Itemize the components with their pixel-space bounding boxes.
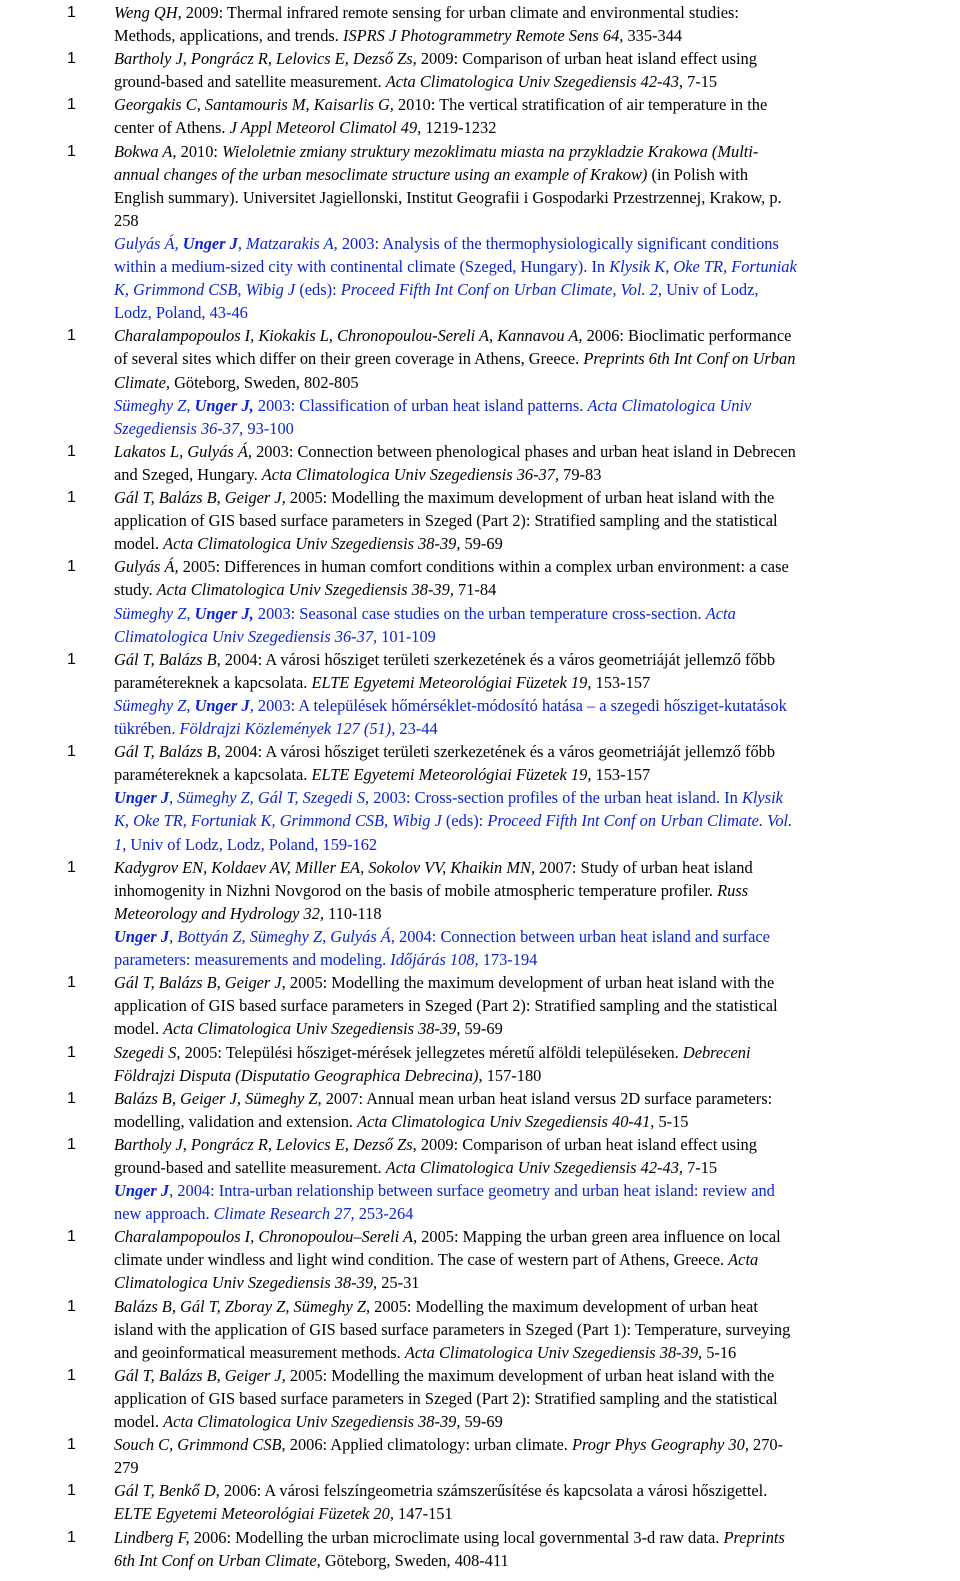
text-segment: Szegediensis 36-37, xyxy=(114,418,244,438)
text-segment: 2003: Connection between phenological phases and urban heat island in Debrecen xyxy=(251,441,796,461)
reference-line xyxy=(114,1271,954,1294)
reference-number: 1 xyxy=(67,1436,76,1454)
reference-line xyxy=(114,1479,954,1502)
reference-line xyxy=(114,209,954,232)
reference-line xyxy=(114,486,954,509)
text-segment: 253-264 xyxy=(354,1204,414,1224)
reference-line xyxy=(114,856,954,879)
text-segment: of several sites which differ on their green coverage in Athens, Greece. xyxy=(114,349,584,369)
reference-line xyxy=(114,648,954,671)
text-segment: Charalampopoulos I, Chronopoulou–Sereli A, xyxy=(114,1227,418,1247)
text-segment: Bokwa A, xyxy=(114,141,177,161)
text-segment: Debreceni xyxy=(682,1042,751,1062)
text-segment: K, Oke TR, Fortuniak K, Grimmond CSB, Wibig J xyxy=(114,811,442,831)
reference-number: 1 xyxy=(67,327,76,345)
text-segment: Gulyás Á, xyxy=(114,557,179,577)
text-segment: Acta Climatologica Univ Szegediensis 38-39, xyxy=(163,1412,461,1432)
reference-line xyxy=(114,833,954,856)
text-segment: 2006: Bioclimatic performance xyxy=(582,326,792,346)
reference-line xyxy=(114,925,954,948)
reference-line xyxy=(114,232,954,255)
text-segment: K, Grimmond CSB, Wibig J xyxy=(114,280,296,300)
reference-line xyxy=(114,1549,954,1572)
text-segment: Acta Climatologica Univ Szegediensis 38-39, xyxy=(156,580,454,600)
reference-line xyxy=(114,763,954,786)
text-segment: 2006: Applied climatology: urban climate. xyxy=(285,1435,572,1455)
text-segment: Wieloletnie zmiany struktury mezoklimatu miasta na przykladzie Krakowa (Multi- xyxy=(222,141,759,161)
text-segment: Gál T, Balázs B, Geiger J, xyxy=(114,973,286,993)
reference-text xyxy=(114,1479,954,1525)
reference-line xyxy=(114,1225,954,1248)
text-segment: Weng QH xyxy=(114,3,178,22)
reference-text xyxy=(114,1295,954,1364)
text-segment: Acta Climatologica Univ Szegediensis 38-39, xyxy=(163,534,461,554)
text-segment: Göteborg, Sweden, 802-805 xyxy=(170,372,359,392)
text-segment: 2003: Seasonal case studies on the urban temperature cross-section. xyxy=(253,603,706,623)
reference-number: 1 xyxy=(67,96,76,114)
text-segment: Preprints xyxy=(723,1527,785,1547)
reference-line xyxy=(114,509,954,532)
text-segment: , 2003: A települések hőmérséklet-módosító hatása – a szegedi hősziget-kutatások xyxy=(249,696,787,715)
text-segment: ELTE Egyetemi Meteorológiai Füzetek 19, xyxy=(311,765,592,785)
text-segment: Acta xyxy=(705,603,736,623)
reference-line xyxy=(114,1179,954,1202)
text-segment: Lakatos L, Gulyás Á, xyxy=(114,441,252,461)
text-segment: ground-based and satellite measurement. xyxy=(114,72,386,92)
reference-line xyxy=(114,301,954,324)
reference-text xyxy=(114,1225,954,1294)
reference-line xyxy=(114,671,954,694)
reference-line xyxy=(114,394,954,417)
text-segment: (eds): xyxy=(295,280,341,300)
text-segment: application of GIS based surface parameters in Szeged (Part 2): Stratified sampling and the statistical xyxy=(114,996,778,1016)
text-segment: Gulyás Á, xyxy=(114,234,183,253)
reference-text xyxy=(114,1041,954,1087)
reference-line xyxy=(114,971,954,994)
reference-text xyxy=(114,47,954,93)
reference-line xyxy=(114,1341,954,1364)
reference-line xyxy=(114,809,954,832)
text-segment: Acta Climatologica Univ Szegediensis 38-39, xyxy=(404,1342,703,1362)
text-segment: ELTE Egyetemi Meteorológiai Füzetek 20, xyxy=(114,1504,394,1524)
reference-text xyxy=(114,394,954,440)
reference-line xyxy=(114,625,954,648)
text-segment: 2006: A városi felszíngeometria számszerűsítése és kapcsolata a városi hőszigettel. xyxy=(219,1481,768,1501)
text-segment: island with the application of GIS based surface parameters in Szeged (Part 1): Temperature, surveying xyxy=(114,1319,791,1339)
text-segment: , Matzarakis A, xyxy=(237,234,338,253)
text-segment: Acta Climatologica Univ Szegediensis 42-43, xyxy=(385,1157,683,1177)
reference-line xyxy=(114,463,954,486)
reference-text xyxy=(114,486,954,555)
text-segment: 2004: Connection between urban heat island and surface xyxy=(394,927,770,946)
text-segment: paramétereknek a kapcsolata. xyxy=(114,672,312,692)
reference-number: 1 xyxy=(67,1528,76,1546)
reference-number: 1 xyxy=(67,489,76,507)
reference-text xyxy=(114,1133,954,1179)
reference-line xyxy=(114,24,954,47)
reference-line xyxy=(114,1248,954,1271)
text-segment: 2010: The vertical stratification of air temperature in the xyxy=(393,95,768,115)
text-segment: Georgakis C, Santamouris M, Kaisarlis G, xyxy=(114,95,394,115)
text-segment: model. xyxy=(114,1412,164,1432)
text-segment: and Szeged, Hungary. xyxy=(114,464,262,484)
reference-line xyxy=(114,278,954,301)
text-segment: 2007: Annual mean urban heat island versus 2D surface parameters: xyxy=(321,1088,773,1108)
text-segment: , Sümeghy Z, Gál T, Szegedi S, xyxy=(169,788,370,808)
reference-line xyxy=(114,1087,954,1110)
reference-line xyxy=(114,1502,954,1525)
reference-line xyxy=(114,347,954,370)
text-segment: within a medium-sized city with continental climate (Szeged, Hungary). In xyxy=(114,257,610,277)
text-segment: Acta Climatologica Univ Szegediensis 42-43, xyxy=(385,72,683,92)
reference-text xyxy=(114,648,954,694)
reference-line xyxy=(114,1064,954,1087)
text-segment: Balázs B, Gál T, Zboray Z, Sümeghy Z, xyxy=(114,1296,371,1316)
text-segment: Methods, applications, and trends. xyxy=(114,26,343,46)
reference-line xyxy=(114,994,954,1017)
reference-line xyxy=(114,371,954,394)
text-segment: Unger J, xyxy=(194,603,254,623)
reference-line xyxy=(114,1433,954,1456)
text-segment: application of GIS based surface parameters in Szeged (Part 2): Stratified sampling and the statistical xyxy=(114,1388,778,1408)
reference-text xyxy=(114,1364,954,1433)
text-segment: 71-84 xyxy=(453,580,497,600)
text-segment: Acta Climatologica Univ Szegediensis 40-41, xyxy=(357,1111,655,1131)
reference-line xyxy=(114,1364,954,1387)
text-segment: Unger J xyxy=(114,1181,170,1201)
text-segment: ground-based and satellite measurement. xyxy=(114,1157,386,1177)
text-segment: Meteorology and Hydrology 32, xyxy=(114,903,324,923)
text-segment: 93-100 xyxy=(243,418,294,438)
text-segment: 59-69 xyxy=(460,1019,503,1039)
text-segment: , Bottyán Z, Sümeghy Z, Gulyás Á, xyxy=(169,927,395,946)
reference-number: 1 xyxy=(67,1228,76,1246)
reference-line xyxy=(114,902,954,925)
text-segment: 7-15 xyxy=(682,1157,718,1177)
text-segment: Climate Research 27, xyxy=(213,1204,355,1224)
reference-number: 1 xyxy=(67,743,76,761)
text-segment: Lodz, Poland, 43-46 xyxy=(114,303,248,323)
reference-line xyxy=(114,694,954,717)
reference-number: 1 xyxy=(67,974,76,992)
text-segment: 7-15 xyxy=(682,72,718,92)
reference-line xyxy=(114,879,954,902)
text-segment: 270- xyxy=(748,1435,784,1455)
reference-text xyxy=(114,925,954,971)
reference-line xyxy=(114,1,954,24)
text-segment: 2006: Modelling the urban microclimate using local governmental 3-d raw data. xyxy=(189,1527,724,1547)
text-segment: 79-83 xyxy=(559,464,602,484)
text-segment: Lindberg F, xyxy=(114,1527,190,1547)
reference-line xyxy=(114,1133,954,1156)
text-segment: Szegedi S, xyxy=(114,1042,181,1062)
text-segment: 23-44 xyxy=(395,719,438,739)
text-segment: 5-16 xyxy=(702,1342,737,1362)
text-segment: 2003: Cross-section profiles of the urban heat island. In xyxy=(369,788,742,808)
text-segment: Climate, xyxy=(114,372,170,392)
text-segment: Unger J xyxy=(114,788,170,808)
text-segment: 2005: Differences in human comfort conditions within a complex urban environment: a case xyxy=(178,557,789,577)
text-segment: (in Polish with xyxy=(647,164,749,184)
text-segment: inhomogenity in Nizhni Novgorod on the basis of mobile atmospheric temperature profiler. xyxy=(114,880,718,900)
text-segment: 2005: Mapping the urban green area influence on local xyxy=(417,1227,781,1247)
text-segment: Unger J, xyxy=(194,395,254,415)
text-segment: Bartholy J, Pongrácz R, Lelovics E, Dezső Zs, xyxy=(114,1134,417,1154)
reference-line xyxy=(114,93,954,116)
reference-line xyxy=(114,1041,954,1064)
reference-number: 1 xyxy=(67,1482,76,1500)
text-segment: Unger J xyxy=(114,927,170,946)
reference-text xyxy=(114,1433,954,1479)
text-segment: 2007: Study of urban heat island xyxy=(535,857,753,877)
reference-line xyxy=(114,1318,954,1341)
text-segment: , 157-180 xyxy=(478,1065,542,1085)
text-segment: 2009: Comparison of urban heat island effect using xyxy=(416,1134,757,1154)
reference-number: 1 xyxy=(67,50,76,68)
text-segment: Földrajzi Disputa (Disputatio Geographica Debrecina) xyxy=(114,1065,479,1085)
text-segment: 147-151 xyxy=(393,1504,453,1524)
reference-line xyxy=(114,186,954,209)
reference-number: 1 xyxy=(67,858,76,876)
text-segment: paramétereknek a kapcsolata. xyxy=(114,765,312,785)
reference-line xyxy=(114,440,954,463)
text-segment: Göteborg, Sweden, 408-411 xyxy=(320,1550,509,1570)
reference-text xyxy=(114,555,954,601)
text-segment: Souch C, Grimmond CSB, xyxy=(114,1435,286,1455)
text-segment: Gál T, Balázs B, Geiger J, xyxy=(114,488,286,508)
text-segment: parameters: measurements and modeling. xyxy=(114,950,391,970)
reference-line xyxy=(114,1156,954,1179)
text-segment: ELTE Egyetemi Meteorológiai Füzetek 19, xyxy=(311,672,592,692)
text-segment: ISPRS J Photogrammetry Remote Sens 64, xyxy=(342,26,624,46)
text-segment: application of GIS based surface parameters in Szeged (Part 2): Stratified sampling and the statistical xyxy=(114,511,778,531)
text-segment: Acta xyxy=(728,1250,759,1270)
reference-text xyxy=(114,602,954,648)
text-segment: Russ xyxy=(717,880,749,900)
reference-line xyxy=(114,417,954,440)
reference-number: 1 xyxy=(67,558,76,576)
reference-line xyxy=(114,116,954,139)
text-segment: 2010: xyxy=(176,141,223,161)
text-segment: Időjárás 108, xyxy=(390,950,479,970)
text-segment: Charalampopoulos I, Kiokakis L, Chronopoulou-Sereli A, Kannavou A, xyxy=(114,326,583,346)
text-segment: Földrajzi Közlemények 127 (51), xyxy=(179,719,396,739)
reference-text xyxy=(114,324,954,393)
text-segment: , 2009: Thermal infrared remote sensing for urban climate and environmental studies: xyxy=(177,3,739,22)
text-segment: 2005: Modelling the maximum development of urban heat island with the xyxy=(285,1365,775,1385)
text-segment: , 2004: Intra-urban relationship between surface geometry and urban heat island: review and xyxy=(169,1181,775,1201)
text-segment: Gál T, Balázs B, Geiger J, xyxy=(114,1365,286,1385)
text-segment: model. xyxy=(114,1019,164,1039)
reference-line xyxy=(114,70,954,93)
reference-line xyxy=(114,1387,954,1410)
text-segment: 153-157 xyxy=(591,672,651,692)
text-segment: 335-344 xyxy=(623,26,683,46)
reference-line xyxy=(114,1526,954,1549)
text-segment: 59-69 xyxy=(460,534,503,554)
text-segment: English summary). Universitet Jagiellonski, Institut Geografii i Gospodarki Przestrzennej, Krakow, p. xyxy=(114,187,782,207)
text-segment: Climatologica Univ Szegediensis 38-39, xyxy=(114,1273,378,1293)
text-segment: study. xyxy=(114,580,157,600)
text-segment: 5-15 xyxy=(654,1111,689,1131)
reference-text xyxy=(114,971,954,1040)
text-segment: 1219-1232 xyxy=(421,118,497,138)
reference-line xyxy=(114,324,954,347)
reference-line xyxy=(114,555,954,578)
text-segment: 59-69 xyxy=(460,1412,503,1432)
reference-line xyxy=(114,255,954,278)
text-segment: 279 xyxy=(114,1458,139,1478)
reference-line xyxy=(114,578,954,601)
text-segment: J Appl Meteorol Climatol 49, xyxy=(229,118,422,138)
text-segment: new approach. xyxy=(114,1204,214,1224)
reference-text xyxy=(114,140,954,232)
text-segment: 2005: Települési hősziget-mérések jellegzetes méretű alföldi településeken. xyxy=(180,1042,683,1062)
reference-text xyxy=(114,1087,954,1133)
text-segment: 110-118 xyxy=(324,903,382,923)
reference-text xyxy=(114,232,954,324)
text-segment: 101-109 xyxy=(377,626,436,646)
text-segment: Univ of Lodz, Lodz, Poland, 159-162 xyxy=(126,834,378,854)
text-segment: model. xyxy=(114,534,164,554)
reference-line xyxy=(114,602,954,625)
text-segment: Klysik xyxy=(741,788,783,808)
reference-line xyxy=(114,740,954,763)
reference-line xyxy=(114,948,954,971)
text-segment: Acta Climatologica Univ xyxy=(587,395,752,415)
reference-number: 1 xyxy=(67,1089,76,1107)
text-segment: and geoinformatical measurement methods. xyxy=(114,1342,405,1362)
text-segment: 173-194 xyxy=(478,950,538,970)
text-segment: (eds): xyxy=(441,811,488,831)
text-segment: 2004: A városi hősziget területi szerkezetének és a város geometriáját jellemző főbb xyxy=(220,742,776,762)
reference-line xyxy=(114,1110,954,1133)
reference-text xyxy=(114,856,954,925)
text-segment: Kadygrov EN, Koldaev AV, Miller EA, Sokolov VV, Khaikin MN, xyxy=(114,857,536,877)
text-segment: Gál T, Benkő D, xyxy=(114,1481,220,1501)
text-segment: 2003: Analysis of the thermophysiologically significant conditions xyxy=(337,234,779,253)
reference-text xyxy=(114,1526,954,1572)
text-segment: Gál T, Balázs B, xyxy=(114,742,221,762)
reference-text xyxy=(114,93,954,139)
text-segment: 2009: Comparison of urban heat island effect using xyxy=(416,49,757,69)
text-segment: Sümeghy Z, xyxy=(114,696,195,715)
reference-line xyxy=(114,47,954,70)
text-segment: Bartholy J, Pongrácz R, Lelovics E, Dezső Zs, xyxy=(114,49,417,69)
reference-number: 1 xyxy=(67,650,76,668)
reference-line xyxy=(114,717,954,740)
text-segment: 6th Int Conf on Urban Climate, xyxy=(114,1550,321,1570)
reference-text xyxy=(114,740,954,786)
reference-text xyxy=(114,1,954,47)
text-segment: Univ of Lodz, xyxy=(662,280,759,300)
reference-line xyxy=(114,786,954,809)
text-segment: 2003: Classification of urban heat island patterns. xyxy=(253,395,588,415)
text-segment: Acta Climatologica Univ Szegediensis 38-39, xyxy=(163,1019,461,1039)
text-segment: 258 xyxy=(114,210,139,230)
reference-line xyxy=(114,1202,954,1225)
reference-line xyxy=(114,1410,954,1433)
text-segment: 153-157 xyxy=(591,765,651,785)
text-segment: Acta Climatologica Univ Szegediensis 36-37, xyxy=(261,464,560,484)
reference-line xyxy=(114,163,954,186)
reference-number: 1 xyxy=(67,442,76,460)
text-segment: 2005: Modelling the maximum development of urban heat island with the xyxy=(285,488,775,508)
text-segment: tükrében. xyxy=(114,719,180,739)
reference-text xyxy=(114,1179,954,1225)
reference-text xyxy=(114,440,954,486)
reference-line xyxy=(114,532,954,555)
text-segment: 2005: Modelling the maximum development of urban heat island with the xyxy=(285,973,775,993)
reference-number: 1 xyxy=(67,4,76,21)
reference-number: 1 xyxy=(67,1366,76,1384)
reference-line xyxy=(114,1295,954,1318)
reference-text xyxy=(114,786,954,855)
reference-number: 1 xyxy=(67,1043,76,1061)
text-segment: Preprints 6th Int Conf on Urban xyxy=(583,349,796,369)
reference-number: 1 xyxy=(67,1135,76,1153)
reference-number: 1 xyxy=(67,142,76,160)
text-segment: Balázs B, Geiger J, Sümeghy Z, xyxy=(114,1088,322,1108)
text-segment: Proceed Fifth Int Conf on Urban Climate, Vol. 2, xyxy=(340,280,662,300)
reference-number: 1 xyxy=(67,1297,76,1315)
reference-line xyxy=(114,1456,954,1479)
reference-line xyxy=(114,140,954,163)
text-segment: Gál T, Balázs B, xyxy=(114,649,221,669)
reference-text xyxy=(114,694,954,740)
text-segment: Sümeghy Z, xyxy=(114,395,195,415)
text-segment: Sümeghy Z, xyxy=(114,603,195,623)
text-segment: climate under windless and light wind condition. The case of western part of Athens, Greece. xyxy=(114,1250,729,1270)
text-segment: center of Athens. xyxy=(114,118,230,138)
text-segment: Unger J xyxy=(182,234,238,253)
text-segment: Climatologica Univ Szegediensis 36-37, xyxy=(114,626,378,646)
text-segment: Proceed Fifth Int Conf on Urban Climate. Vol. xyxy=(487,811,793,831)
reference-line xyxy=(114,1017,954,1040)
text-segment: modelling, validation and extension. xyxy=(114,1111,358,1131)
text-segment: Unger J xyxy=(194,696,250,715)
text-segment: Progr Phys Geography 30, xyxy=(571,1435,749,1455)
text-segment: 2005: Modelling the maximum development of urban heat xyxy=(370,1296,758,1316)
text-segment: annual changes of the urban mesoclimate structure using an example of Krakow) xyxy=(114,164,648,184)
text-segment: 25-31 xyxy=(377,1273,420,1293)
text-segment: 1, xyxy=(114,834,127,854)
text-segment: 2004: A városi hősziget területi szerkezetének és a város geometriáját jellemző főbb xyxy=(220,649,776,669)
text-segment: Klysik K, Oke TR, Fortuniak xyxy=(609,257,797,277)
